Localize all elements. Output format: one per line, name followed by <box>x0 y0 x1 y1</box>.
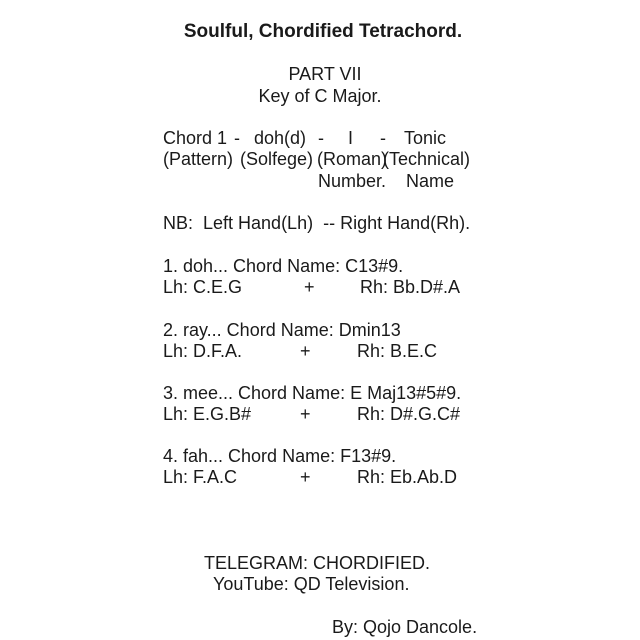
chord-heading: 2. ray... Chord Name: Dmin13 <box>163 320 401 340</box>
chord-rh: Rh: D#.G.C# <box>357 404 461 424</box>
part-label: PART VII <box>288 64 362 84</box>
author-label: By: Qojo Dancole. <box>332 617 478 637</box>
legend-label-technical: (Technical) <box>383 149 471 169</box>
legend-label-solfege: (Solfege) <box>240 149 314 169</box>
legend-label-pattern: (Pattern) <box>163 149 234 169</box>
legend-label-name: Name <box>406 171 455 191</box>
legend-solfege: doh(d) <box>254 128 307 148</box>
legend-label-number: Number. <box>318 171 387 191</box>
legend-pattern: Chord 1 <box>163 128 228 148</box>
chord-rh: Rh: Eb.Ab.D <box>357 467 458 487</box>
chord-lh: Lh: F.A.C <box>163 467 238 487</box>
chord-rh: Rh: Bb.D#.A <box>360 277 461 297</box>
chord-lh: Lh: E.G.B# <box>163 404 252 424</box>
chord-heading: 3. mee... Chord Name: E Maj13#5#9. <box>163 383 462 403</box>
legend-roman: I <box>348 128 354 148</box>
youtube-label: YouTube: QD Television. <box>213 574 410 594</box>
chord-plus: + <box>304 277 315 297</box>
legend-dash: - <box>380 128 386 148</box>
chord-lh: Lh: C.E.G <box>163 277 243 297</box>
legend-technical: Tonic <box>404 128 447 148</box>
doc-title: Soulful, Chordified Tetrachord. <box>183 21 463 42</box>
chord-plus: + <box>300 467 311 487</box>
key-label: Key of C Major. <box>258 86 382 106</box>
legend-label-roman: (Roman) <box>317 149 388 169</box>
legend-dash: - <box>234 128 240 148</box>
chord-rh: Rh: B.E.C <box>357 341 438 361</box>
chord-heading: 1. doh... Chord Name: C13#9. <box>163 256 404 276</box>
chord-plus: + <box>300 341 311 361</box>
chord-heading: 4. fah... Chord Name: F13#9. <box>163 446 397 466</box>
hands-note: NB: Left Hand(Lh) -- Right Hand(Rh). <box>163 213 471 233</box>
chord-plus: + <box>300 404 311 424</box>
telegram-label: TELEGRAM: CHORDIFIED. <box>204 553 431 573</box>
chord-lh: Lh: D.F.A. <box>163 341 243 361</box>
legend-dash: - <box>318 128 324 148</box>
